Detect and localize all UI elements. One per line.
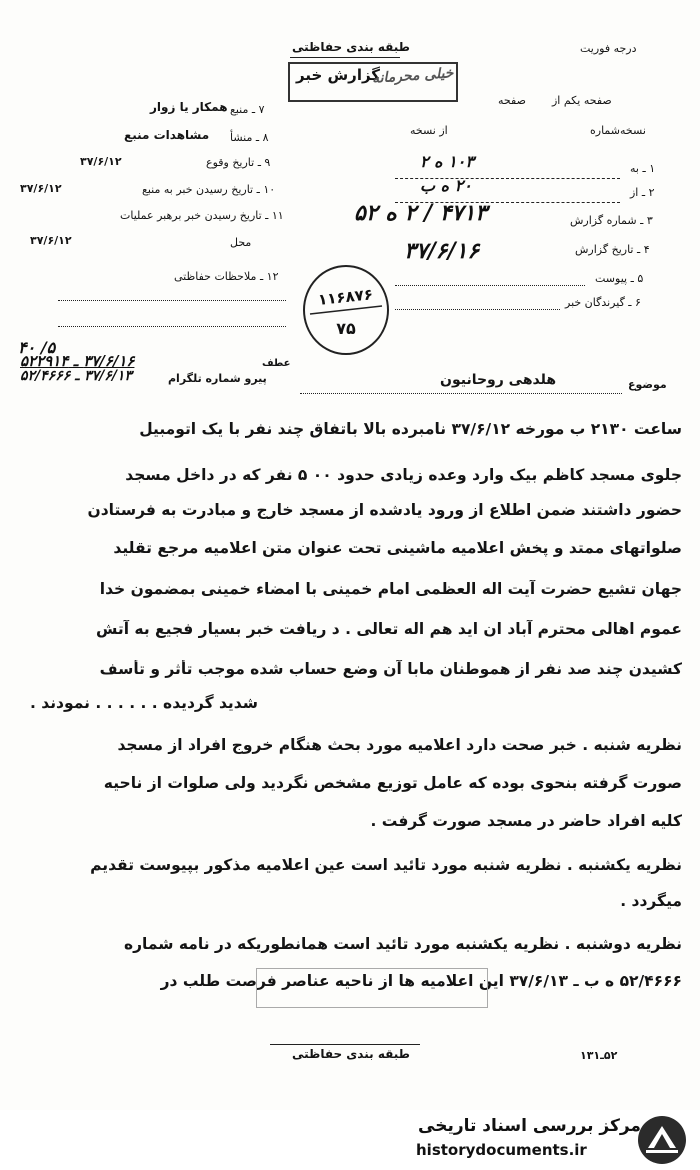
classification-bottom-rule — [270, 1044, 420, 1045]
body-line-13: میگردد . — [620, 892, 682, 910]
org-name: مرکز بررسی اسناد تاریخی — [418, 1116, 641, 1136]
reference-label: عطف — [262, 358, 291, 369]
field-from-label: ۲ ـ از — [630, 186, 655, 199]
classification-bottom: طبقه بندی حفاظتی — [292, 1047, 410, 1061]
body-line-12: نظریه یکشنبه . نظریه شنبه مورد تائید است عین اعلامیه مذکور بپیوست تقدیم — [90, 856, 682, 874]
remarks-rule-2 — [58, 326, 286, 327]
field-recipients-rule — [395, 309, 560, 310]
urgency-label: درجه فوریت — [580, 42, 637, 55]
reference-line1: ۳۷/۶/۱۶ ـ ۵۲۲۹۱۴ — [20, 352, 135, 370]
field-page-value: صفحه — [498, 94, 526, 107]
body-line-14: نظریه دوشنبه . نظریه یکشنبه مورد تائید است همانطوریکه در نامه شماره — [123, 935, 682, 953]
body-line-8: شدید گردیده . . . . . . نمودند . — [30, 694, 258, 712]
field-event-date-value: ۳۷/۶/۱۲ — [80, 155, 122, 168]
body-line-3: حضور داشتند ضمن اطلاع از ورود یادشده از مسجد خارج و مبادرت به فرستادن — [87, 501, 682, 519]
field-attachment-rule — [395, 285, 585, 286]
field-event-date-label: ۹ ـ تاریخ وقوع — [206, 156, 271, 169]
field-report-no-label: ۳ ـ شماره گزارش — [570, 214, 653, 227]
faint-stamp-box — [256, 968, 488, 1008]
body-line-2: جلوی مسجد کاظم بیک وارد وعده زیادی حدود ۰۰ ۵ نفر که در داخل مسجد — [125, 466, 682, 484]
confidential-stamp: خیلی محرمانه — [371, 65, 454, 87]
org-logo-icon — [634, 1114, 690, 1166]
watermark-footer — [0, 1110, 700, 1170]
field-report-no-value: ۴۷۱۳ / ۲ ه ۵۲ — [354, 200, 487, 226]
round-stamp-bottom: ۷۵ — [336, 319, 356, 338]
body-line-6: عموم اهالی محترم آباد ان اید هم اله تعالی . د ریافت خبر بسیار فجیع به آتش — [95, 620, 682, 638]
field-place-label: محل — [230, 236, 252, 249]
classification-top: طبقه بندی حفاظتی — [292, 40, 410, 54]
body-line-7: کشیدن چند صد نفر از هموطنان مابا آن وضع حساب شده موجب تأثر و تأسف — [99, 660, 682, 678]
report-title: گزارش خبر — [296, 66, 381, 84]
round-stamp-top: ۱۱۶۸۷۶ — [317, 285, 374, 309]
field-to-ops-label: ۱۱ ـ تاریخ رسیدن خبر برهبر عملیات — [120, 209, 284, 222]
reference-handwritten: ۵/ ۴۰ — [18, 338, 56, 357]
field-place-value: ۳۷/۶/۱۲ — [30, 234, 72, 247]
classification-top-rule — [290, 57, 400, 58]
form-code: ۵۲ـ۱۳۱ — [580, 1049, 618, 1062]
field-report-date-value: ۳۷/۶/۱۶ — [404, 238, 480, 264]
field-copy-label: نسخه‌شماره — [590, 124, 646, 137]
field-to-label: ۱ ـ به — [630, 162, 656, 175]
field-to-source-label: ۱۰ ـ تاریخ رسیدن خبر به منبع — [142, 183, 276, 196]
field-source-label: ۷ ـ منبع — [230, 103, 265, 116]
remarks-rule-1 — [58, 300, 286, 301]
field-to-value: ۱۰۳ ه ۲ — [420, 152, 474, 171]
round-stamp — [300, 262, 392, 358]
field-recipients-label: ۶ ـ گیرندگان خبر — [565, 296, 641, 309]
reference-follow: پیرو شماره تلگرام — [168, 372, 267, 385]
field-origin-label: ۸ ـ منشأ — [230, 131, 269, 144]
field-from-value: ۲۰ ه ب — [420, 176, 472, 195]
body-line-4: صلواتهای ممتد و پخش اعلامیه ماشینی تحت عنوان متن اعلامیه مرجع تقلید — [113, 539, 682, 557]
field-origin-value: مشاهدات منبع — [124, 128, 210, 142]
body-line-15: ۵۲/۴۶۶۶ ه ب ـ ۳۷/۶/۱۳ این اعلامیه ها از ناحیه عناصر فرصت طلب در — [160, 972, 682, 990]
field-copy-value: از نسخه — [410, 124, 448, 137]
body-line-9: نظریه شنبه . خبر صحت دارد اعلامیه مورد بحث هنگام خروج افراد از مسجد — [117, 736, 682, 754]
field-page-label: صفحه یکم از — [552, 94, 612, 107]
subject-value: هلدهی روحانیون — [440, 372, 557, 388]
body-line-11: کلیه افراد حاضر در مسجد صورت گرفت . — [370, 812, 682, 830]
field-report-date-label: ۴ ـ تاریخ گزارش — [575, 243, 650, 256]
subject-label: موضوع — [628, 378, 667, 391]
body-line-10: صورت گرفته بنحوی بوده که عامل توزیع مشخص نگردید ولی صلوات از ناحیه — [103, 774, 682, 792]
field-attachment-label: ۵ ـ پیوست — [595, 272, 644, 285]
org-site: historydocuments.ir — [416, 1141, 587, 1159]
field-remarks-label: ۱۲ ـ ملاحظات حفاظتی — [174, 270, 279, 283]
subject-rule — [300, 393, 622, 394]
field-source-value: همکار یا زوار — [150, 100, 228, 114]
body-line-5: جهان تشیع حضرت آیت اله العظمی امام خمینی با امضاء خمینی بمضمون خدا — [99, 580, 682, 598]
field-to-source-value: ۳۷/۶/۱۲ — [20, 182, 62, 195]
body-line-1: ساعت ۲۱۳۰ ب مورخه ۳۷/۶/۱۲ نامبرده بالا باتفاق چند نفر با یک اتومبیل — [139, 420, 682, 438]
reference-line2: ۳۷/۶/۱۳ ـ ۵۲/۴۶۶۶ — [20, 368, 132, 384]
